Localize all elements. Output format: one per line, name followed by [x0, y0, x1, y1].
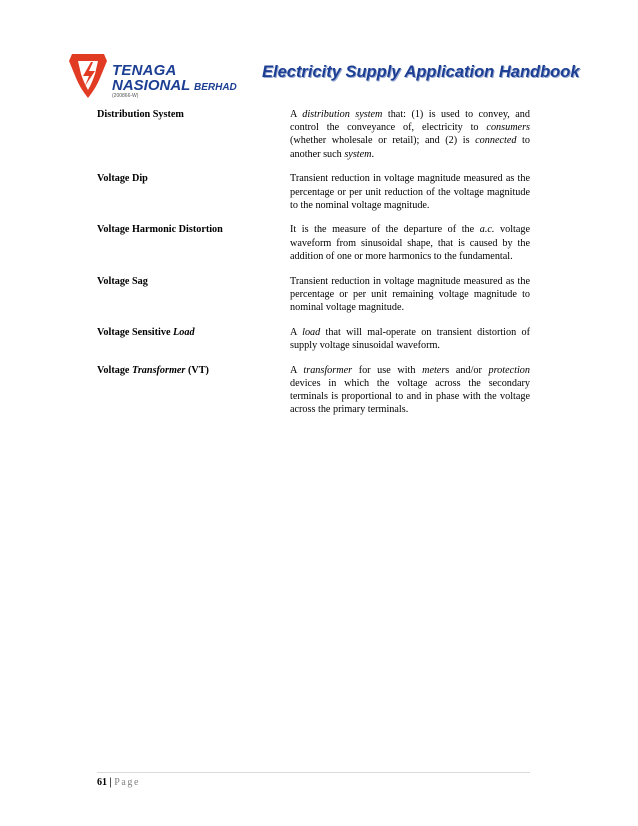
definition-term: [97, 275, 290, 315]
tnb-logo-mark-icon: [66, 52, 110, 100]
text-run: s and/or: [445, 364, 489, 376]
text-run: to another such: [290, 135, 530, 160]
definition-text: [290, 172, 530, 212]
text-run: A: [290, 109, 303, 120]
definition-row: [97, 326, 530, 352]
text-run: Voltage Sensitive: [97, 326, 174, 338]
footer-separator: |: [107, 777, 115, 788]
text-run: A: [290, 326, 303, 338]
text-run: consumers: [486, 122, 530, 134]
definition-row: [97, 172, 530, 212]
brand-name-line2: NASIONAL: [112, 77, 191, 94]
brand-suffix: BERHAD: [194, 82, 237, 93]
text-run: Load: [173, 326, 195, 338]
page-label: Page: [114, 777, 141, 788]
text-run: A: [290, 364, 304, 376]
text-run: a.c.: [479, 224, 495, 236]
definition-row: [97, 364, 530, 417]
text-run: devices in which the voltage across the secondary terminals is proportional to and in phase with the voltage across the primary terminals.: [290, 377, 530, 416]
definition-term: [97, 223, 290, 263]
definition-row: [97, 223, 530, 263]
text-run: (VT): [185, 364, 209, 376]
text-run: for use with: [352, 364, 423, 376]
text-run: meter: [422, 364, 446, 376]
text-run: Voltage Harmonic Distortion: [97, 224, 223, 236]
text-run: Transient reduction in voltage magnitude measured as the percentage or per unit remaining voltage magnitude to nominal voltage magnitude.: [290, 275, 530, 313]
text-run: system: [344, 148, 372, 160]
text-run: Distribution System: [97, 109, 184, 120]
page-header: [0, 0, 638, 110]
text-run: transformer: [303, 364, 353, 376]
definition-row: [97, 275, 530, 315]
text-run: load: [302, 326, 321, 338]
definition-text: [290, 326, 530, 352]
definition-term: [97, 326, 290, 352]
definition-text: [290, 223, 530, 263]
text-run: Voltage: [97, 364, 132, 376]
page-footer: [97, 777, 140, 788]
definition-text: [290, 275, 530, 315]
page-number: 61: [97, 777, 107, 788]
text-run: Voltage Dip: [97, 173, 148, 185]
definition-text: [290, 108, 530, 161]
text-run: It is the measure of the departure of the: [290, 224, 480, 236]
text-run: connected: [475, 135, 517, 147]
text-run: protection: [488, 364, 530, 376]
footer-divider: [97, 772, 530, 773]
definition-term: [97, 364, 290, 417]
handbook-title: Electricity Supply Application Handbook: [262, 63, 580, 81]
definitions-list: [97, 108, 530, 428]
text-run: Transient reduction in voltage magnitude measured as the percentage or per unit reduction of the voltage magnitude to the nominal voltage magnitude.: [290, 173, 530, 211]
brand-name-line1: TENAGA: [112, 62, 177, 79]
text-run: Transformer: [132, 364, 186, 376]
text-run: .: [371, 148, 375, 160]
text-run: that will mal-operate on transient distortion of supply voltage sinusoidal waveform.: [290, 326, 530, 351]
definition-term: [97, 172, 290, 212]
registration-number: (200866-W): [112, 93, 139, 99]
text-run: that: (1) is used to convey, and control the conveyance of, electricity to: [290, 109, 530, 134]
definition-text: [290, 364, 530, 417]
definition-row: [97, 108, 530, 161]
text-run: distribution system: [302, 109, 383, 120]
text-run: Voltage Sag: [97, 275, 148, 287]
tnb-logo: [66, 52, 276, 100]
definition-term: [97, 108, 290, 161]
text-run: voltage waveform from sinusoidal shape, that is caused by the addition of one or more harmonics to the fundamental.: [290, 224, 530, 262]
text-run: (whether wholesale or retail); and (2) is: [290, 135, 476, 147]
